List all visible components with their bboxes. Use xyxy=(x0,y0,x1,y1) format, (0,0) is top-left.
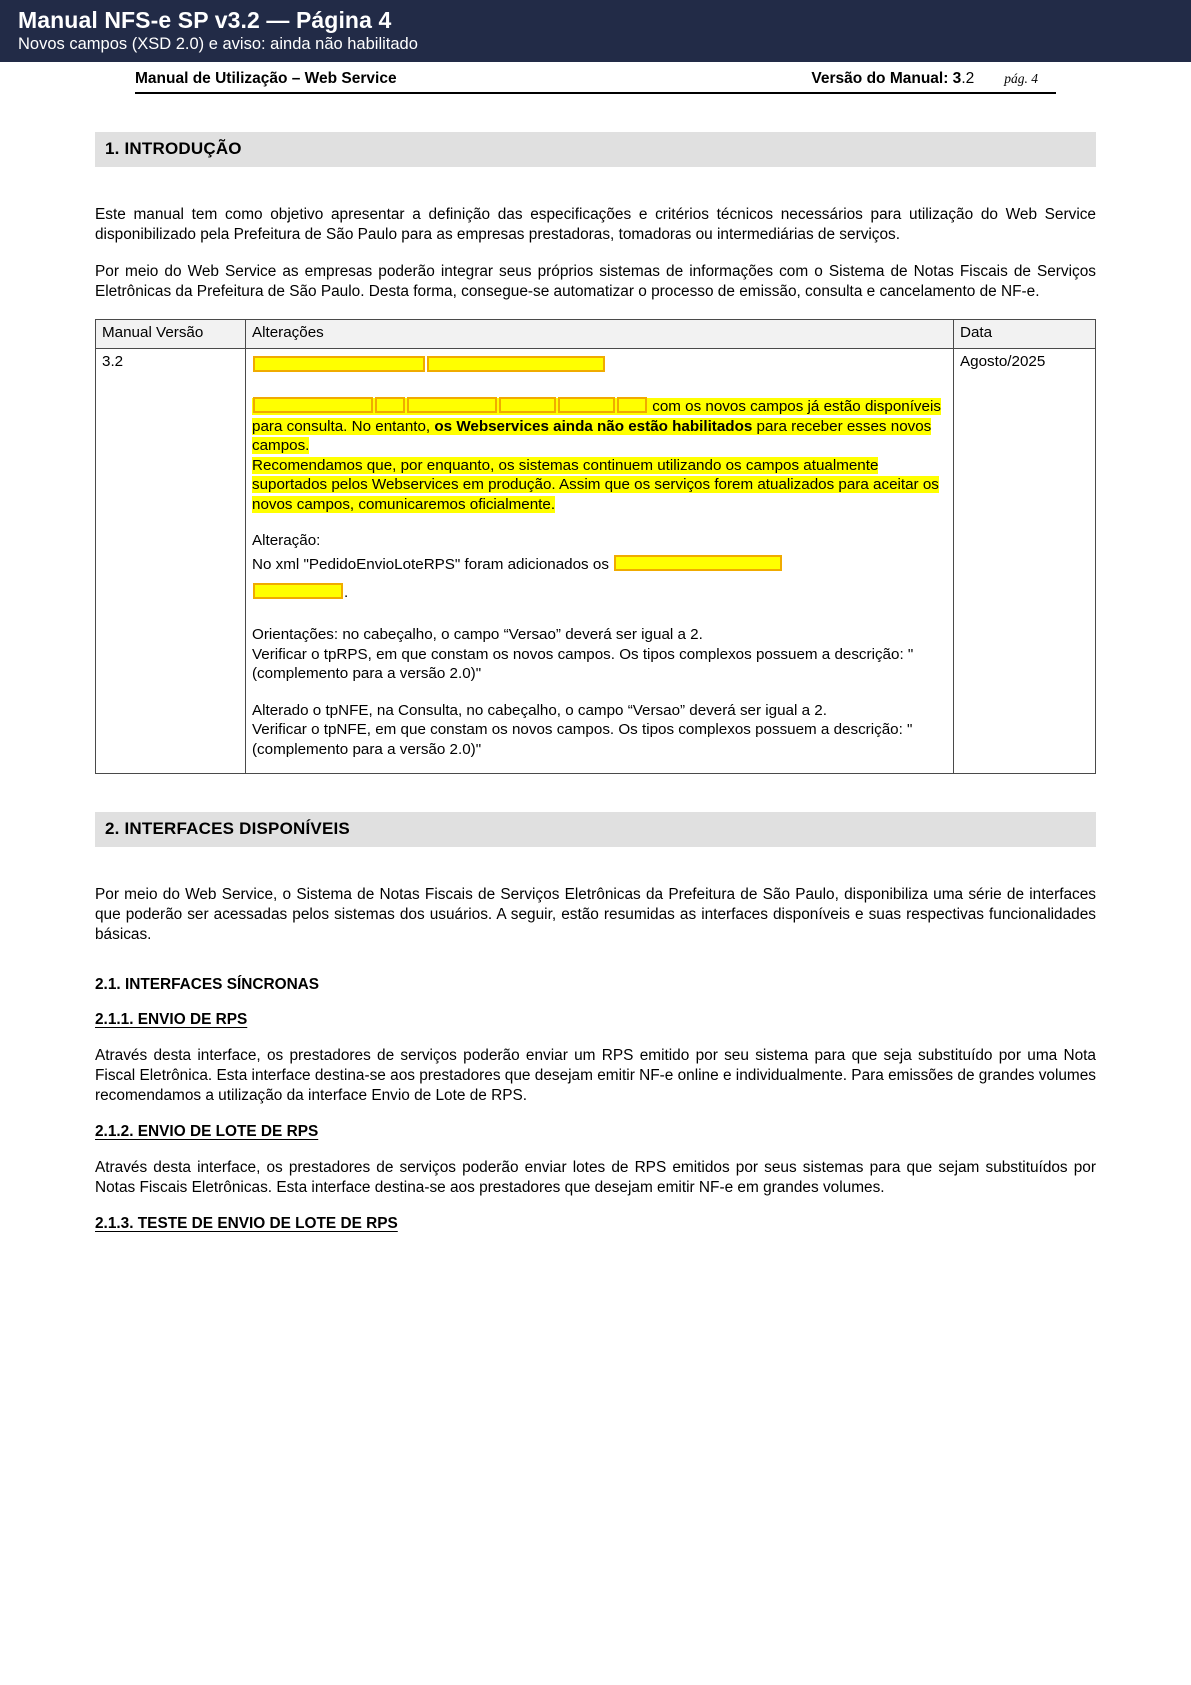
notice-text-bold: os Webservices ainda não estão habilitados xyxy=(434,417,753,435)
tpnfe-line-2: Verificar o tpNFE, em que constam os novos campos. Os tipos complexos possuem a descrição: "(complemento para a versão 2.0)" xyxy=(252,721,913,758)
banner-title: Manual NFS-e SP v3.2 — Página 4 xyxy=(18,7,392,33)
interfaces-paragraph-1: Por meio do Web Service, o Sistema de Notas Fiscais de Serviços Eletrônicas da Prefeitura de São Paulo, disponibiliza uma série de interfaces que poderão ser acessadas pelos sistemas dos usuários. A seguir, estão resumidas as interfaces disponíveis e suas respectivas funcionalidades básicas. xyxy=(95,886,1096,944)
redaction-box xyxy=(427,356,605,372)
orientacoes-line-2: Verificar o tpRPS, em que constam os novos campos. Os tipos complexos possuem a descrição: "(complemento para a versão 2.0)" xyxy=(252,645,914,683)
running-head-page-marker: pág. 4 xyxy=(1004,71,1038,86)
subsection-heading-2-1-1: 2.1.1. ENVIO DE RPS xyxy=(95,1011,248,1029)
redaction-box xyxy=(253,583,343,599)
notice-text-b: para receber esses novos campos. xyxy=(252,417,932,455)
redaction-box xyxy=(499,397,556,413)
subsection-2-1-1-body: Através desta interface, os prestadores de serviços poderão enviar um RPS emitido por seu sistema para que seja substituído por uma Nota Fiscal Eletrônica. Esta interface destina-se aos prestadores que desejam emitir NF-e online e individualmente. Para emissões de grandes volumes recomendamos a utilização da interface Envio de Lote de RPS. xyxy=(95,1047,1096,1105)
table-cell-date: Agosto/2025 xyxy=(954,348,1096,774)
subsection-2-1-2-body: Através desta interface, os prestadores de serviços poderão enviar lotes de RPS emitidos por seus sistemas para que sejam substituídos por Notas Fiscais Eletrônicas. Esta interface destina-se aos prestadores que desejam emitir NF-e em grandes volumes. xyxy=(95,1159,1096,1197)
section-heading-interfaces: 2. INTERFACES DISPONÍVEIS xyxy=(95,812,1096,847)
running-head-version-label: Versão do Manual: 3 xyxy=(811,70,962,87)
notice-paragraph-2 xyxy=(252,456,947,514)
running-head-title: Manual de Utilização – Web Service xyxy=(135,70,397,87)
redaction-box xyxy=(253,397,373,413)
subsection-heading-2-1-3: 2.1.3. TESTE DE ENVIO DE LOTE DE RPS xyxy=(95,1215,398,1233)
table-row xyxy=(96,348,1096,774)
table-cell-version: 3.2 xyxy=(96,348,246,774)
intro-paragraph-1: Este manual tem como objetivo apresentar a definição das especificações e critérios técnicos necessários para utilização do Web Service disponibilizado pela Prefeitura de São Paulo para as empresas prestadoras, tomadoras ou intermediárias de serviços. xyxy=(95,206,1096,244)
redacted-headline xyxy=(252,352,947,381)
page-banner xyxy=(0,0,1191,62)
redaction-box xyxy=(558,397,615,413)
section-heading-introducao: 1. INTRODUÇÃO xyxy=(95,132,1096,167)
document-page xyxy=(0,64,1191,1233)
table-cell-changes xyxy=(246,348,954,774)
redaction-box xyxy=(375,397,405,413)
table-header-date: Data xyxy=(954,320,1096,348)
alteracao-paragraph xyxy=(252,551,947,609)
redaction-box xyxy=(407,397,497,413)
notice-text-a: com os novos campos já estão disponíveis para consulta. No entanto, xyxy=(252,398,941,435)
redaction-box xyxy=(617,397,647,413)
intro-paragraph-2: Por meio do Web Service as empresas poderão integrar seus próprios sistemas de informações com o Sistema de Notas Fiscais de Serviços Eletrônicas da Prefeitura de São Paulo. Desta forma, consegue-se automatizar o processo de emissão, consulta e cancelamento de NF-e. xyxy=(95,263,1096,301)
running-head-version xyxy=(811,70,974,88)
changes-table xyxy=(95,319,1096,774)
redaction-box xyxy=(614,555,782,571)
alteracao-text-a: No xml "PedidoEnvioLoteRPS" foram adicionados os xyxy=(252,555,614,573)
subsection-heading-2-1: 2.1. INTERFACES SÍNCRONAS xyxy=(95,976,320,994)
running-head xyxy=(135,64,1056,94)
notice-highlight-run-2: Recomendamos que, por enquanto, os sistemas continuem utilizando os campos atualmente suportados pelos Webservices em produção. Assim que os serviços forem atualizados para aceitar os novos campos, comunicaremos oficialmente. xyxy=(252,456,939,513)
alteracao-label: Alteração: xyxy=(252,532,321,550)
alteracao-text-b: . xyxy=(344,584,349,602)
redaction-box xyxy=(253,356,425,372)
table-header-changes: Alterações xyxy=(246,320,954,348)
table-header-row xyxy=(96,320,1096,348)
table-header-version: Manual Versão xyxy=(96,320,246,348)
orientacoes-line-1: Orientações: no cabeçalho, o campo “Versao” deverá ser igual a 2. xyxy=(252,626,703,644)
tpnfe-line-1: Alterado o tpNFE, na Consulta, no cabeçalho, o campo “Versao” deverá ser igual a 2. xyxy=(252,701,827,719)
notice-paragraph-1 xyxy=(252,397,947,455)
notice-highlight-run xyxy=(252,398,941,454)
banner-subtitle: Novos campos (XSD 2.0) e aviso: ainda não habilitado xyxy=(18,34,418,53)
running-head-version-suffix: .2 xyxy=(961,70,975,87)
subsection-heading-2-1-2: 2.1.2. ENVIO DE LOTE DE RPS xyxy=(95,1123,319,1141)
